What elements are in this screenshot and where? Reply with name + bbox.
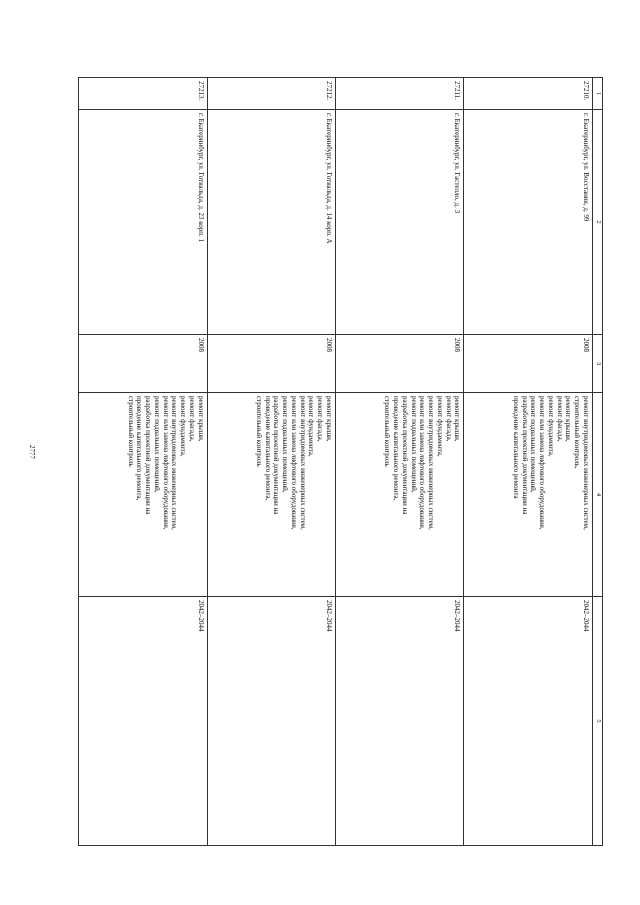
work-item: строительный контроль [255, 396, 263, 467]
work-item: разработка проектной документации на [400, 396, 409, 515]
work-item: ремонт внутридомовых инженерных систем, [170, 396, 179, 530]
works-list [79, 393, 208, 597]
repair-schedule-table [78, 77, 603, 846]
column-number-row [592, 78, 602, 846]
row-number: 27213. [79, 78, 208, 110]
work-item: ремонт крыши, [325, 396, 333, 442]
work-item: ремонт фасада, [555, 396, 564, 442]
work-item: ремонт или замена лифтового оборудования, [290, 396, 298, 530]
building-address: г. Екатеринбург, ул. Готвальда, д. 14 корп. А [207, 110, 335, 335]
table-row [464, 78, 592, 846]
work-item: строительный контроль [383, 396, 392, 467]
work-item: ремонт внутридомовых инженерных систем, [581, 396, 590, 530]
work-item: проведение капитального ремонта, [263, 396, 272, 501]
work-item: проведение капитального ремонта [511, 396, 520, 499]
column-header: 4 [592, 393, 602, 597]
column-header: 5 [592, 597, 602, 846]
planned-period: 2042–2044 [336, 597, 464, 846]
work-item: ремонт подвальных помещений, [529, 396, 538, 493]
work-item: ремонт подвальных помещений, [281, 396, 290, 493]
planned-period: 2042–2044 [79, 597, 208, 846]
building-address: г. Екатеринбург, ул. Восстания, д. 99 [464, 110, 592, 335]
commissioning-year: 2008 [207, 335, 335, 393]
row-number: 27211. [336, 78, 464, 110]
work-item: ремонт фундамента, [179, 396, 188, 457]
work-item: разработка проектной документации на [520, 396, 529, 515]
building-address: г. Екатеринбург, ул. Готвальда, д. 23 корп. 1 [79, 110, 208, 335]
work-item: ремонт подвальных помещений, [409, 396, 418, 493]
work-item: ремонт крыши, [453, 396, 462, 442]
work-item: ремонт крыши, [564, 396, 573, 442]
work-item: разработка проектной документации на [144, 396, 153, 515]
work-item: ремонт фасада, [316, 396, 325, 442]
planned-period: 2042–2044 [464, 597, 592, 846]
work-item: ремонт или замена лифтового оборудования, [538, 396, 547, 530]
work-item: ремонт внутридомовых инженерных систем, [298, 396, 307, 530]
works-list [207, 393, 335, 597]
column-header: 3 [592, 335, 602, 393]
column-header: 2 [592, 110, 602, 335]
table-row [336, 78, 464, 846]
work-item: ремонт крыши, [196, 396, 205, 442]
work-item: ремонт фундамента, [435, 396, 444, 457]
work-item: ремонт фундамента, [307, 396, 316, 457]
work-item: ремонт или замена лифтового оборудования, [161, 396, 170, 530]
work-item: ремонт фасада, [187, 396, 196, 442]
works-list [464, 393, 592, 597]
table-row [79, 78, 208, 846]
work-item: ремонт фасада, [444, 396, 453, 442]
commissioning-year: 2008 [79, 335, 208, 393]
work-item: проведение капитального ремонта, [135, 396, 144, 501]
commissioning-year: 2008 [336, 335, 464, 393]
work-item: ремонт или замена лифтового оборудования, [418, 396, 427, 530]
work-item: ремонт фундамента, [546, 396, 555, 457]
rotated-table-container [78, 77, 603, 845]
work-item: строительный контроль, [573, 396, 582, 469]
work-item: ремонт подвальных помещений, [152, 396, 161, 493]
work-item: проведение капитального ремонта, [392, 396, 401, 501]
row-number: 27212. [207, 78, 335, 110]
works-list [336, 393, 464, 597]
commissioning-year: 2008 [464, 335, 592, 393]
page-number: 2777 [28, 445, 36, 459]
building-address: г. Екатеринбург, ул. Гастелло, д. 3 [336, 110, 464, 335]
table-row [207, 78, 335, 846]
row-number: 27210. [464, 78, 592, 110]
column-header: 1 [592, 78, 602, 110]
work-item: строительный контроль [126, 396, 135, 467]
planned-period: 2042–2044 [207, 597, 335, 846]
work-item: ремонт внутридомовых инженерных систем, [427, 396, 436, 530]
work-item: разработка проектной документации на [272, 396, 281, 515]
